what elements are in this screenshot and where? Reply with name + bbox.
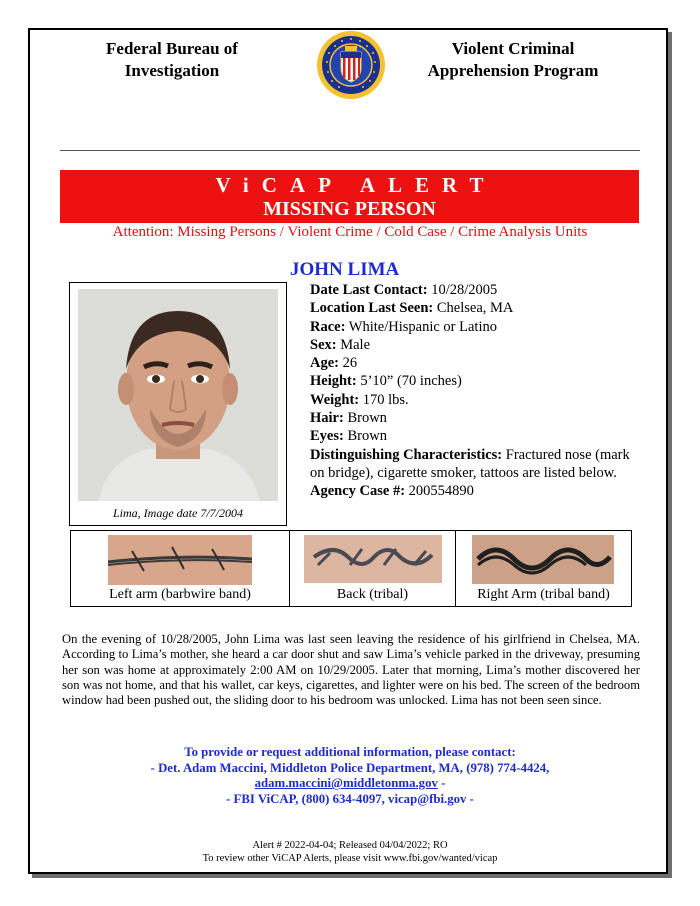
tattoo-right-arm-image bbox=[472, 535, 614, 584]
photo-caption: Lima, Image date 7/7/2004 bbox=[113, 506, 243, 520]
alert-subtitle: MISSING PERSON bbox=[263, 198, 436, 220]
header-program-line2: Apprehension Program bbox=[427, 61, 599, 80]
contact-heading: To provide or request additional information, please contact: bbox=[184, 745, 516, 759]
subject-photo bbox=[78, 289, 278, 501]
footer-alert-number: Alert # 2022-04-04; Released 04/04/2022; RO bbox=[252, 840, 448, 851]
header-divider bbox=[60, 150, 640, 151]
contact-email-suffix: - bbox=[437, 776, 446, 791]
tattoo-left-arm-label: Left arm (barbwire band) bbox=[109, 587, 251, 602]
tattoo-back-image bbox=[304, 535, 442, 583]
detail-distinguishing-characteristics: Distinguishing Characteristics: Fractured nose (mark on bridge), cigarette smoker, tattoos are listed below. bbox=[310, 446, 630, 481]
contact-fbi-vicap: - FBI ViCAP, (800) 634-4097, vicap@fbi.gov - bbox=[226, 791, 474, 806]
detail-race: Race: White/Hispanic or Latino bbox=[310, 318, 497, 335]
detail-height: Height: 5’10” (70 inches) bbox=[310, 373, 462, 390]
header-agency bbox=[62, 38, 282, 82]
contact-email-line bbox=[60, 776, 640, 792]
fbi-seal-icon bbox=[316, 30, 386, 100]
subject-details bbox=[310, 281, 630, 501]
footer-website: To review other ViCAP Alerts, please visit www.fbi.gov/wanted/vicap bbox=[202, 853, 498, 864]
detail-location-last-seen: Location Last Seen: Chelsea, MA bbox=[310, 300, 514, 317]
tattoo-right-arm-label: Right Arm (tribal band) bbox=[477, 587, 610, 602]
tattoo-left-arm bbox=[71, 531, 290, 606]
header-agency-line2: Investigation bbox=[124, 61, 220, 80]
contact-detective: - Det. Adam Maccini, Middleton Police Department, MA, (978) 774-4424, bbox=[150, 760, 550, 775]
tattoo-strip bbox=[70, 530, 632, 607]
alert-title: ViCAP ALERT bbox=[215, 173, 497, 197]
header-agency-line1: Federal Bureau of bbox=[106, 39, 238, 58]
subject-name: JOHN LIMA bbox=[290, 259, 400, 280]
subject-photo-box bbox=[69, 282, 287, 526]
attention-line: Attention: Missing Persons / Violent Crime / Cold Case / Crime Analysis Units bbox=[112, 224, 588, 240]
detail-hair: Hair: Brown bbox=[310, 410, 387, 427]
case-narrative: On the evening of 10/28/2005, John Lima was last seen leaving the residence of his girlfriend in Chelsea, MA. According to Lima’s mother, she heard a car door shut and saw Lima’s vehicle parked in the driveway, presuming her son was home at approximately 2:00 AM on 10/29/2005. Later that morning, Lima’s mother discovered her son was not home, and that his wallet, car keys, cigarettes, and lighter were on his bed. The screen of the bedroom window had been pushed out, the sliding door to his bedroom was unlocked. Lima has not been seen since. bbox=[62, 632, 640, 708]
alert-banner bbox=[60, 170, 639, 223]
tattoo-back bbox=[290, 531, 456, 606]
contact-email-link[interactable]: adam.maccini@middletonma.gov bbox=[254, 776, 438, 791]
detail-date-last-contact: Date Last Contact: 10/28/2005 bbox=[310, 282, 498, 298]
detail-sex: Sex: Male bbox=[310, 336, 371, 353]
tattoo-back-label: Back (tribal) bbox=[336, 587, 409, 602]
footer bbox=[60, 839, 640, 865]
tattoo-right-arm bbox=[456, 531, 631, 606]
header-program-line1: Violent Criminal bbox=[451, 39, 575, 58]
tattoo-left-arm-image bbox=[108, 535, 252, 585]
detail-agency-case: Agency Case #: 200554890 bbox=[310, 483, 474, 500]
contact-block bbox=[60, 745, 640, 807]
header-program bbox=[402, 38, 624, 82]
detail-weight: Weight: 170 lbs. bbox=[310, 391, 409, 408]
detail-eyes: Eyes: Brown bbox=[310, 428, 387, 445]
detail-age: Age: 26 bbox=[310, 355, 358, 372]
